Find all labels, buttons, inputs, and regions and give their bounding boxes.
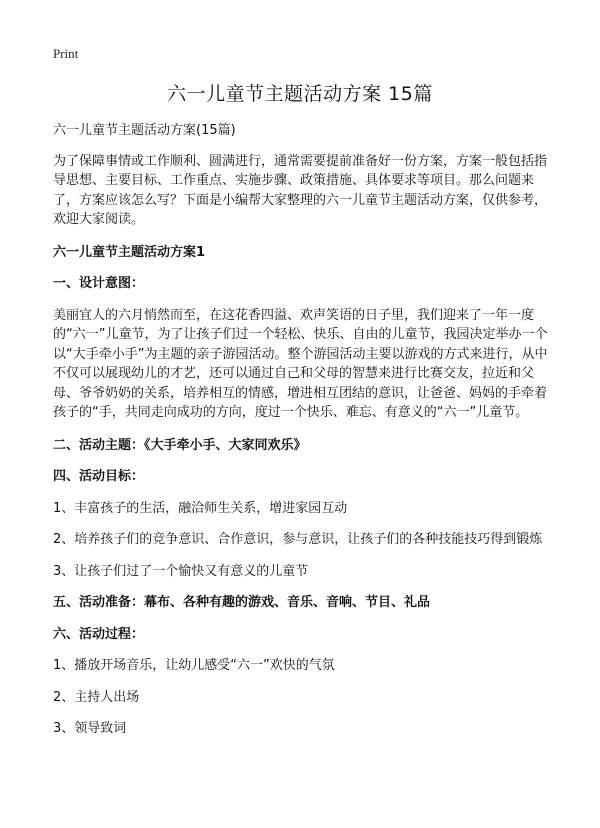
- page-title: 六一儿童节主题活动方案 15篇: [167, 83, 433, 105]
- section-heading-goals: 四、活动目标：: [53, 469, 145, 484]
- process-item: 2、主持人出场: [53, 689, 140, 705]
- print-link[interactable]: Print: [53, 46, 79, 61]
- process-item: 1、播放开场音乐，让幼儿感受“六一”欢快的气氛: [53, 658, 335, 673]
- intro-paragraph: 为了保障事情或工作顺利、圆满进行，通常需要提前准备好一份方案，方案一般包括指导思想、主要目标、工作重点、实施步骤、政策措施、具体要求等项目。那么问题来了，方案应该怎么写？下面是小编帮大家整理的六一儿童节主题活动方案，仅供参考，欢迎大家阅读。: [53, 153, 548, 227]
- goal-item: 1、丰富孩子的生活，融洽师生关系，增进家园互动: [53, 500, 348, 516]
- section-heading-preparation: 五、活动准备：幕布、各种有趣的游戏、音乐、音响、节目、礼品: [53, 595, 431, 610]
- process-item: 3、领导致词: [53, 721, 127, 736]
- goal-item: 3、让孩子们过了一个愉快又有意义的儿童节: [53, 563, 309, 579]
- goal-item: 2、培养孩子们的竞争意识、合作意识，参与意识，让孩子们的各种技能技巧得到锻炼: [53, 532, 543, 547]
- design-paragraph: 美丽宜人的六月悄然而至，在这花香四溢、欢声笑语的日子里，我们迎来了一年一度的“六一”儿童节，为了让孩子们过一个轻松、快乐、自由的儿童节，我园决定举办一个以“大手牵小手”为主题的亲子游园活动。整个游园活动主要以游戏的方式来进行，从中不仅可以展现幼儿的才艺，还可以通过自己和父母的智慧来进行比赛交友，拉近和父母、爷爷奶奶的关系，培养相互的情感，增进相互团结的意识，让爸爸、妈妈的手牵着孩子的“手，共同走向成功的方向，度过一个快乐、难忘、有意义的“六一”儿童节。: [53, 307, 548, 420]
- plan-heading: 六一儿童节主题活动方案1: [53, 244, 206, 260]
- section-heading-process: 六、活动过程：: [53, 626, 145, 642]
- document-subtitle: 六一儿童节主题活动方案(15篇): [53, 123, 236, 138]
- section-heading-theme: 二、活动主题：《大手牵小手、大家同欢乐》: [53, 437, 307, 453]
- document-body: [53, 121, 553, 751]
- section-heading-design: 一、设计意图：: [53, 276, 145, 291]
